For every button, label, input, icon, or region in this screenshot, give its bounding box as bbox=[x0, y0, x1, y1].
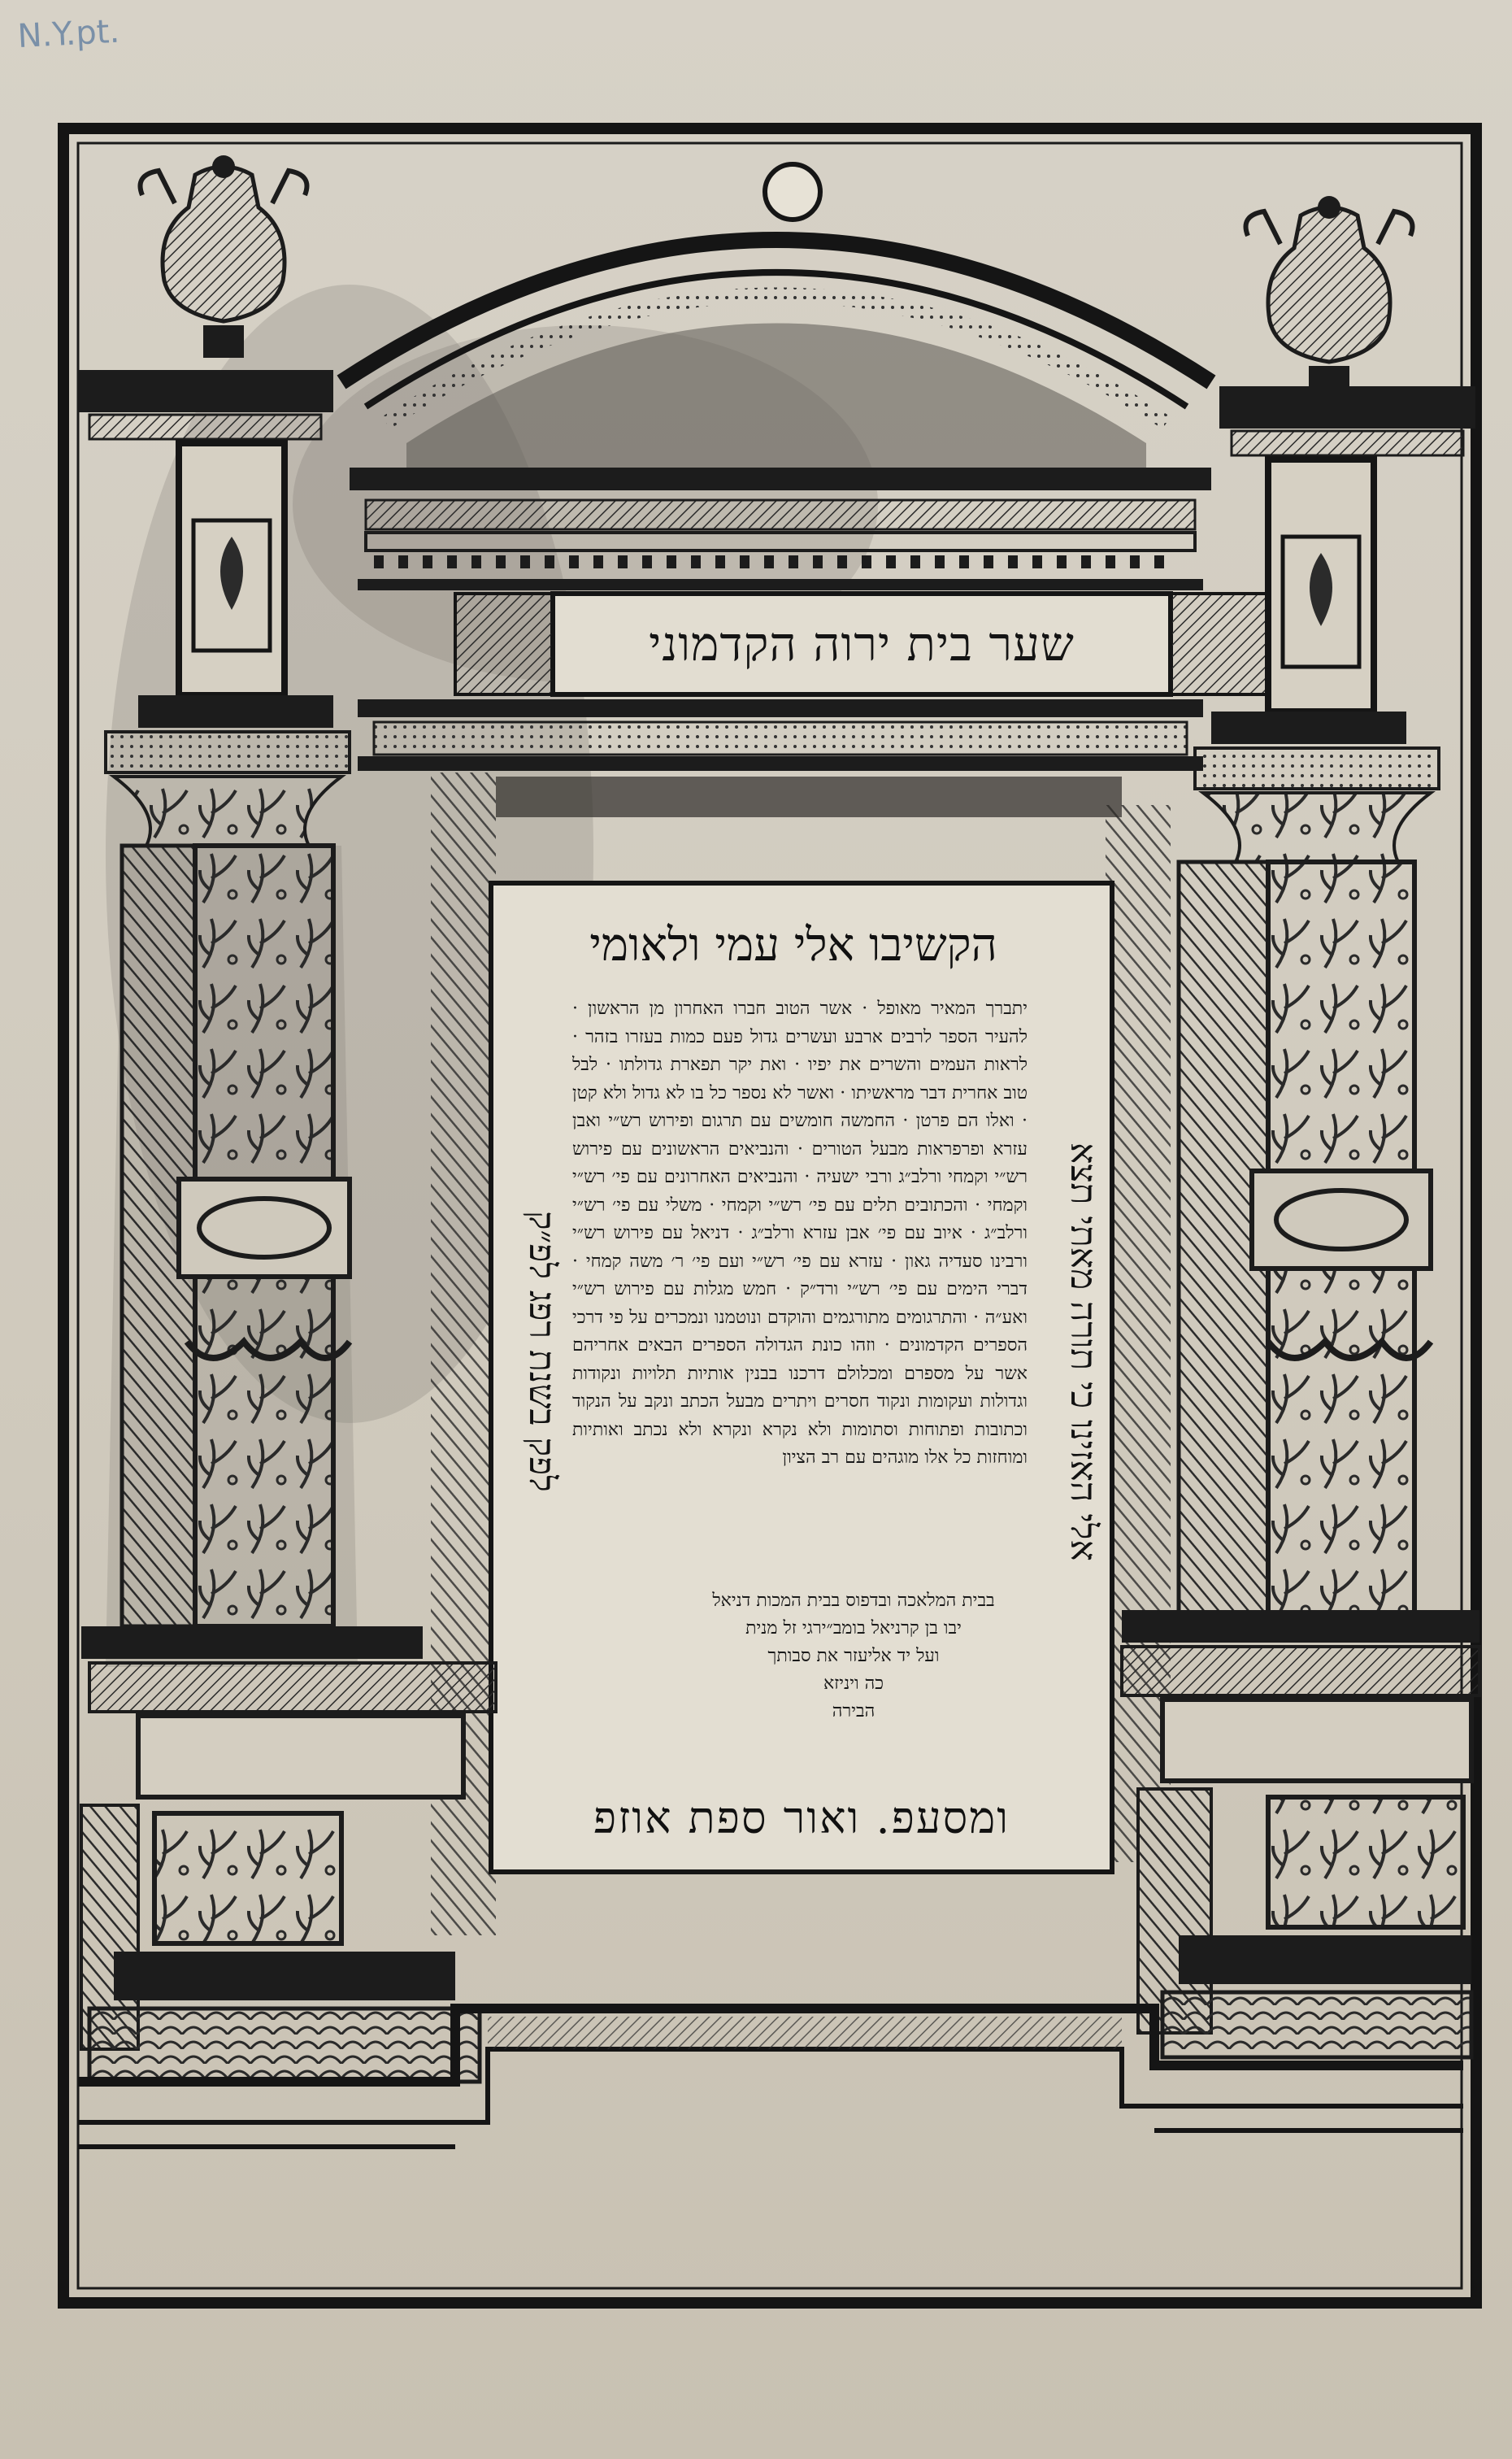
right-vertical-verse: אלי האזינו כי תורה מאתי תצא bbox=[1062, 1142, 1104, 1561]
panel-heading: הקשיבו אלי עמי ולאומי bbox=[589, 919, 997, 972]
colophon-line: ועל יד אליעזר את סבותך bbox=[767, 1646, 940, 1666]
title-cartouche bbox=[561, 598, 1162, 690]
page-title: שער בית ירוה הקדמוני bbox=[649, 616, 1075, 672]
colophon-line: כה ויניזא bbox=[823, 1673, 884, 1694]
contents-text: יתברך המאיר מאופל · אשר הטוב חברו האחרון מן הראשון · להעיר הספר לרבים ארבע ועשרים גדול פעם כמות בעזרו בזהר · לראות העמים והשרים את יפיו · ואת יקר תפארת גדולתו · לבל טוב אחרית דבר מראשיתו · ואשר לא נספר כל בו לא גדול ולא קטן · ואלו הם פרטן · החמשה חומשים עם תרגום ופירוש רש״י ואבן עזרא ופרפראות מבעל הטורים · והנביאים הראשונים עם פירוש רש״י וקמחי ורלב״ג ורבי ישעיה · והנביאים האחרונים עם פי׳ רש״י וקמחי · והכתובים תלים עם פי׳ רש״י וקמחי · משלי עם פי׳ רש״י ורלב״ג · איוב עם פי׳ אבן עזרא ורלב״ג · דניאל עם פירוש רש״י ורבינו סעדיה גאון · עזרא עם פי׳ רש״י ועם פי׳ ר׳ משה קמחי · דברי הימים עם פי׳ רש״י ורד״ק · חמש מגלות עם פירוש רש״י ואע״ה · והתרגומים מתורגמים והוקדם ונוטמנו ונמכרים על פי דרכי הספרים הקדמונים · וזהו כונת הגדולה הספרים הבאים אחריהם אשר על מספרם ומכלולם דרכנו בבנין אותיות תלויות ונקודות וגדולות ועקומות ונקוד חסרים ויתרים מבעל הכתב ונקב על הנקוד וכתובות ופתוחות וסתומות ולא נקרא ונקרא ולא נכתב ואותיות ומוחזות כל אלו מוגהים עם רב הציון bbox=[572, 999, 1028, 1468]
handwritten-shelfmark: N.Y.pt. bbox=[16, 12, 121, 56]
colophon bbox=[683, 1587, 1024, 1726]
center-text-panel bbox=[493, 885, 1110, 1870]
left-vertical-date: לפק בשנת רפג לפ״ק bbox=[521, 1211, 563, 1492]
colophon-line: בבית המלאכה ובדפוס בבית המכות דניאל bbox=[712, 1591, 995, 1611]
bottom-inscription: ומסעפ. ואור ספת אוזפ bbox=[593, 1792, 1010, 1843]
colophon-line: הבירה bbox=[832, 1701, 875, 1721]
colophon-line: יבו בן קרניאל בומב״ירגי זל מנית bbox=[745, 1618, 962, 1639]
